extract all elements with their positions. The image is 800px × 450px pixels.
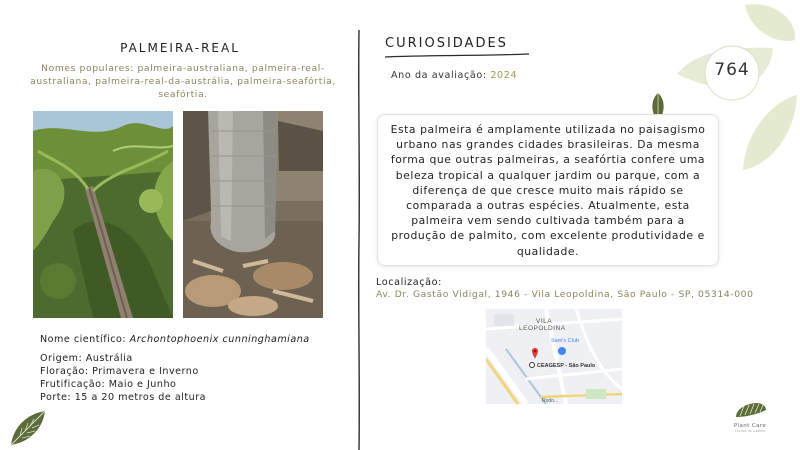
scientific-name: Archontophoenix cunninghamiana <box>129 334 310 345</box>
card-number: 764 <box>714 60 750 80</box>
evaluation-year-label: Ano da avaliação: <box>391 70 491 81</box>
map-main-label: CEAGESP - São Paulo <box>537 363 596 369</box>
popular-names: Nomes populares: palmeira-australiana, palmeira-real-australiana, palmeira-real-da-austrália, palmeira-seafórtia, seafórtia. <box>30 63 336 100</box>
evaluation-year <box>391 70 517 81</box>
logo-name: Plant Care <box>733 423 767 429</box>
map-district-label: VILA <box>536 318 553 325</box>
map-store-label: Sam's Club <box>551 338 579 344</box>
logo-tagline: LIVING IN GREEN <box>734 429 766 433</box>
scientific-name-label: Nome científico: <box>40 334 130 345</box>
origin: Origem: Austrália <box>40 353 133 364</box>
size: Porte: 15 a 20 metros de altura <box>40 392 207 403</box>
fruiting: Frutificação: Maio e Junho <box>40 379 177 390</box>
flowering: Floração: Primavera e Inverno <box>40 366 199 377</box>
location-label: Localização: <box>376 277 442 288</box>
plant-photo-canopy <box>33 111 173 318</box>
location-address[interactable]: Av. Dr. Gastão Vidigal, 1946 - Vila Leopoldina, São Paulo - SP, 05314-000 <box>376 289 754 300</box>
plant-facts <box>40 333 310 404</box>
curiosities-description: Esta palmeira é amplamente utilizada no paisagismo urbano nas grandes cidades brasileiras. Da mesma forma que outras palmeiras, a seafórtia confere uma beleza tropical a qualquer jardim ou parque, com a diferença de que cresce muito mais rápido se comparada a outras espécies. Atualmente, esta palmeira vem sendo cultivada também para a produção de palmito, com excelente produtividade e qualidade. <box>377 114 719 266</box>
location-map[interactable] <box>486 309 622 404</box>
map-road-label: Rodo... <box>542 398 559 404</box>
leaf-icon <box>8 408 48 448</box>
plant-care-logo <box>728 402 772 433</box>
map-district-label-2: LEOPOLDINA <box>519 325 566 332</box>
plant-photo-trunk <box>183 111 323 318</box>
section-title-curiosities: CURIOSIDADES <box>385 36 508 51</box>
scientific-name-row <box>40 333 310 346</box>
section-underline <box>383 52 531 60</box>
page-title: PALMEIRA-REAL <box>120 41 240 55</box>
evaluation-year-value: 2024 <box>490 70 518 81</box>
logo-leaf-icon <box>728 402 772 418</box>
column-divider <box>356 30 362 450</box>
